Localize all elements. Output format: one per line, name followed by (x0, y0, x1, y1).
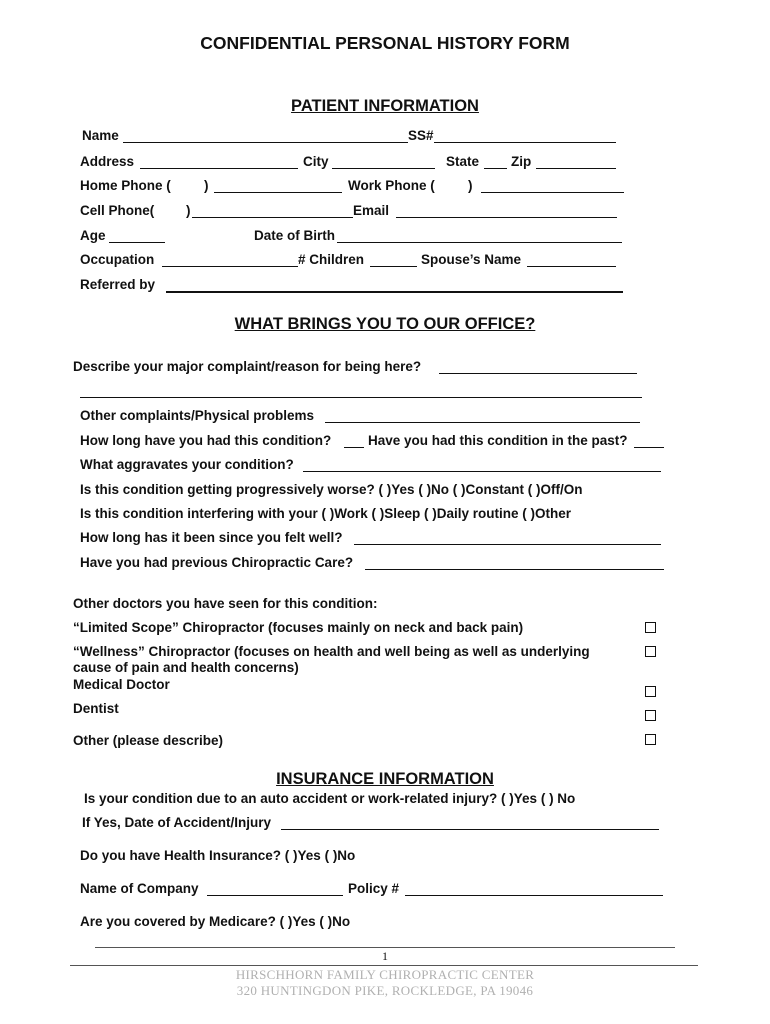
city-label: City (303, 154, 329, 169)
cell-phone-field[interactable] (192, 217, 353, 218)
policy-label: Policy # (348, 881, 400, 896)
complaint-field-line-2[interactable] (80, 397, 642, 398)
doctor-option-medical: Medical Doctor (73, 677, 170, 692)
felt-well-label: How long has it been since you felt well? (80, 530, 343, 545)
name-field[interactable] (123, 142, 408, 143)
other-complaints-label: Other complaints/Physical problems (80, 408, 315, 423)
wellness-checkbox[interactable] (645, 646, 656, 657)
previous-care-field[interactable] (365, 569, 664, 570)
state-field[interactable] (484, 168, 507, 169)
past-condition-field[interactable] (634, 447, 664, 448)
health-insurance-question[interactable]: Do you have Health Insurance? ( )Yes ( )No (80, 848, 356, 863)
name-label: Name (82, 128, 119, 143)
interfering-question[interactable]: Is this condition interfering with your ( )Work ( )Sleep ( )Daily routine ( )Other (80, 506, 572, 521)
doctor-option-dentist: Dentist (73, 701, 119, 716)
cell-phone-close-paren: ) (186, 203, 191, 218)
insurance-heading: INSURANCE INFORMATION (276, 770, 494, 788)
aggravates-field[interactable] (303, 471, 661, 472)
past-condition-label: Have you had this condition in the past? (368, 433, 628, 448)
dob-label: Date of Birth (254, 228, 335, 243)
doctor-option-wellness: “Wellness” Chiropractor (focuses on health and well being as well as underlying (73, 644, 590, 659)
home-phone-field[interactable] (214, 192, 342, 193)
dentist-checkbox[interactable] (645, 710, 656, 721)
zip-label: Zip (511, 154, 532, 169)
occupation-label: Occupation (80, 252, 155, 267)
auto-accident-question[interactable]: Is your condition due to an auto accident or work-related injury? ( )Yes ( ) No (84, 791, 576, 806)
policy-field[interactable] (405, 895, 663, 896)
company-label: Name of Company (80, 881, 199, 896)
cell-phone-label: Cell Phone( (80, 203, 155, 218)
state-label: State (446, 154, 480, 169)
limited-scope-checkbox[interactable] (645, 622, 656, 633)
doctor-option-limited-scope: “Limited Scope” Chiropractor (focuses mainly on neck and back pain) (73, 620, 524, 635)
progressive-question[interactable]: Is this condition getting progressively worse? ( )Yes ( )No ( )Constant ( )Off/On (80, 482, 583, 497)
age-label: Age (80, 228, 106, 243)
age-field[interactable] (109, 242, 165, 243)
footer-line-2: 320 HUNTINGDON PIKE, ROCKLEDGE, PA 19046 (236, 983, 534, 998)
referred-field[interactable] (166, 291, 623, 293)
email-label: Email (353, 203, 390, 218)
footer-rule-top (95, 947, 675, 948)
form-title: CONFIDENTIAL PERSONAL HISTORY FORM (200, 33, 570, 53)
medicare-question[interactable]: Are you covered by Medicare? ( )Yes ( )No (80, 914, 351, 929)
patient-information-heading: PATIENT INFORMATION (291, 97, 479, 115)
how-long-label: How long have you had this condition? (80, 433, 332, 448)
home-phone-close-paren: ) (204, 178, 209, 193)
other-complaints-field[interactable] (325, 422, 640, 423)
how-long-field[interactable] (344, 447, 364, 448)
city-field[interactable] (332, 168, 435, 169)
office-heading: WHAT BRINGS YOU TO OUR OFFICE? (234, 315, 536, 333)
address-field[interactable] (140, 168, 298, 169)
complaint-field[interactable] (439, 373, 637, 374)
referred-label: Referred by (80, 277, 156, 292)
ss-label: SS# (408, 128, 434, 143)
felt-well-field[interactable] (354, 544, 661, 545)
work-phone-field[interactable] (481, 192, 624, 193)
previous-care-label: Have you had previous Chiropractic Care? (80, 555, 354, 570)
date-accident-field[interactable] (281, 829, 659, 830)
doctor-option-other: Other (please describe) (73, 733, 224, 748)
dob-field[interactable] (337, 242, 622, 243)
page-number: 1 (382, 949, 388, 963)
doctor-option-wellness-cont: cause of pain and health concerns) (73, 660, 299, 675)
occupation-field[interactable] (162, 266, 298, 267)
work-phone-label: Work Phone ( (348, 178, 435, 193)
footer-line-1: HIRSCHHORN FAMILY CHIROPRACTIC CENTER (235, 967, 535, 982)
aggravates-label: What aggravates your condition? (80, 457, 294, 472)
children-field[interactable] (370, 266, 417, 267)
zip-field[interactable] (536, 168, 616, 169)
medical-doctor-checkbox[interactable] (645, 686, 656, 697)
ss-field[interactable] (434, 142, 616, 143)
other-doctor-checkbox[interactable] (645, 734, 656, 745)
date-accident-label: If Yes, Date of Accident/Injury (82, 815, 272, 830)
spouse-field[interactable] (527, 266, 616, 267)
other-doctors-heading: Other doctors you have seen for this condition: (73, 596, 378, 611)
spouse-label: Spouse’s Name (421, 252, 522, 267)
address-label: Address (80, 154, 135, 169)
work-phone-close-paren: ) (468, 178, 473, 193)
complaint-label: Describe your major complaint/reason for being here? (73, 359, 422, 374)
company-field[interactable] (207, 895, 343, 896)
email-field[interactable] (396, 217, 617, 218)
children-label: # Children (298, 252, 365, 267)
home-phone-label: Home Phone ( (80, 178, 171, 193)
footer-rule-bottom (70, 965, 698, 966)
